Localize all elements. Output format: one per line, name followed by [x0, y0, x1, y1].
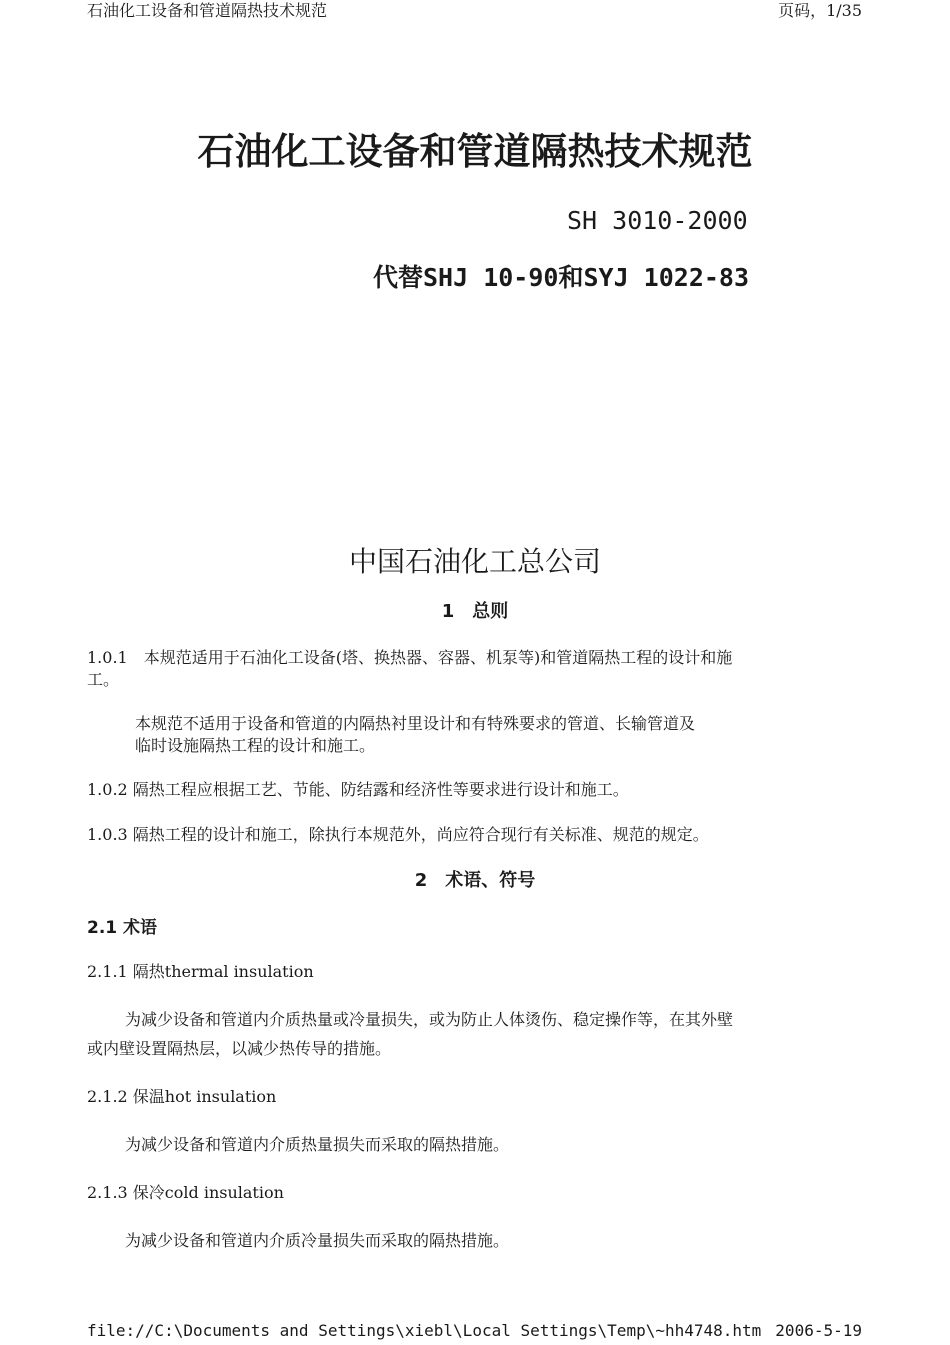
clause-1-0-3: 1.0.3 隔热工程的设计和施工，除执行本规范外，尚应符合现行有关标准、规范的规定。	[87, 825, 709, 844]
clause-1-0-1-note-line2: 临时设施隔热工程的设计和施工。	[135, 736, 376, 755]
footer-file-path: file://C:\Documents and Settings\xiebl\Local Settings\Temp\~hh4748.htm	[87, 1321, 762, 1340]
clause-1-0-2: 1.0.2 隔热工程应根据工艺、节能、防结露和经济性等要求进行设计和施工。	[87, 780, 629, 799]
document-title: 石油化工设备和管道隔热技术规范	[197, 129, 753, 173]
page-number: 页码，1/35	[778, 1, 862, 20]
issuing-organization: 中国石油化工总公司	[348, 545, 601, 578]
term-2-1-1-definition-line1: 为减少设备和管道内介质热量或冷量损失，或为防止人体烫伤、稳定操作等，在其外壁	[125, 1010, 734, 1029]
clause-1-0-1-note-line1: 本规范不适用于设备和管道的内隔热衬里设计和有特殊要求的管道、长输管道及	[135, 714, 696, 733]
running-header-title: 石油化工设备和管道隔热技术规范	[87, 1, 328, 20]
term-2-1-2-definition: 为减少设备和管道内介质热量损失而采取的隔热措施。	[125, 1135, 510, 1154]
section-2-heading: 2 术语、符号	[414, 870, 536, 891]
standard-code: SH 3010-2000	[567, 206, 748, 235]
section-1-heading: 1 总则	[441, 601, 509, 622]
footer-date: 2006-5-19	[775, 1321, 862, 1340]
term-2-1-2-label: 2.1.2 保温hot insulation	[87, 1087, 277, 1106]
term-2-1-1-definition-line2: 或内壁设置隔热层，以减少热传导的措施。	[87, 1039, 392, 1058]
subsection-2-1-heading: 2.1 术语	[87, 918, 158, 938]
clause-1-0-1-line2: 工。	[87, 670, 120, 689]
replaces-standards: 代替SHJ 10-90和SYJ 1022-83	[373, 263, 750, 292]
term-2-1-1-label: 2.1.1 隔热thermal insulation	[87, 962, 314, 981]
clause-1-0-1-line1: 1.0.1 本规范适用于石油化工设备(塔、换热器、容器、机泵等)和管道隔热工程的设计和施	[87, 648, 733, 667]
term-2-1-3-label: 2.1.3 保冷cold insulation	[87, 1183, 284, 1202]
term-2-1-3-definition: 为减少设备和管道内介质冷量损失而采取的隔热措施。	[125, 1231, 510, 1250]
